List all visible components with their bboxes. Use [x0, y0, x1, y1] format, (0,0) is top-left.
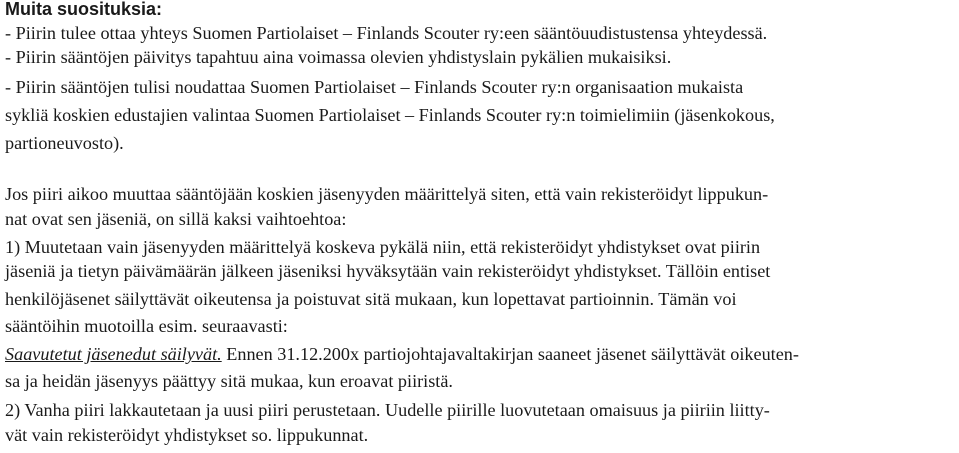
paragraph-line: 1) Muutetaan vain jäsenyyden määrittelyä koskeva pykälä niin, että rekisteröidyt yhdistykset ovat piirin [5, 237, 761, 257]
recommendation-line: sykliä koskien edustajien valintaa Suomen Partiolaiset – Finlands Scouter ry:n toimielimiin (jäsenkokous, [5, 105, 775, 125]
option-line: 2) Vanha piiri lakkautetaan ja uusi piiri perustetaan. Uudelle piirille luovutetaan omaisuus ja piiriin liitty- [5, 400, 770, 420]
recommendation-line: - Piirin tulee ottaa yhteys Suomen Partiolaiset – Finlands Scouter ry:een sääntöuudistustensa yhteydessä. [5, 23, 768, 43]
example-line [5, 343, 799, 365]
example-text: Ennen 31.12.200x partiojohtajavaltakirjan saaneet jäsenet säilyttävät oikeuten- [221, 344, 799, 364]
paragraph-line: sääntöihin muotoilla esim. seuraavasti: [5, 316, 288, 336]
paragraph-line: nat ovat sen jäseniä, on sillä kaksi vaihtoehtoa: [5, 209, 347, 229]
example-line: sa ja heidän jäsenyys päättyy sitä mukaa, kun eroavat piiristä. [5, 371, 453, 391]
option-line: vät vain rekisteröidyt yhdistykset so. lippukunnat. [5, 425, 369, 445]
recommendation-line: - Piirin sääntöjen tulisi noudattaa Suomen Partiolaiset – Finlands Scouter ry:n organisaation mukaista [5, 77, 744, 97]
section-heading: Muita suosituksia: [5, 0, 163, 19]
paragraph-line: jäseniä ja tietyn päivämäärän jälkeen jäseniksi hyväksytään vain rekisteröidyt yhdistykset. Tällöin entiset [5, 261, 771, 281]
example-title: Saavutetut jäsenedut säilyvät. [5, 344, 222, 364]
recommendation-line: partioneuvosto). [5, 133, 124, 153]
paragraph-line: henkilöjäsenet säilyttävät oikeutensa ja poistuvat sitä mukaan, kun lopettavat partioinnin. Tämän voi [5, 289, 737, 309]
recommendation-line: - Piirin sääntöjen päivitys tapahtuu aina voimassa olevien yhdistyslain pykälien mukaisiksi. [5, 47, 672, 67]
paragraph-line: Jos piiri aikoo muuttaa sääntöjään koskien jäsenyyden määrittelyä siten, että vain rekisteröidyt lippukun- [5, 184, 769, 204]
